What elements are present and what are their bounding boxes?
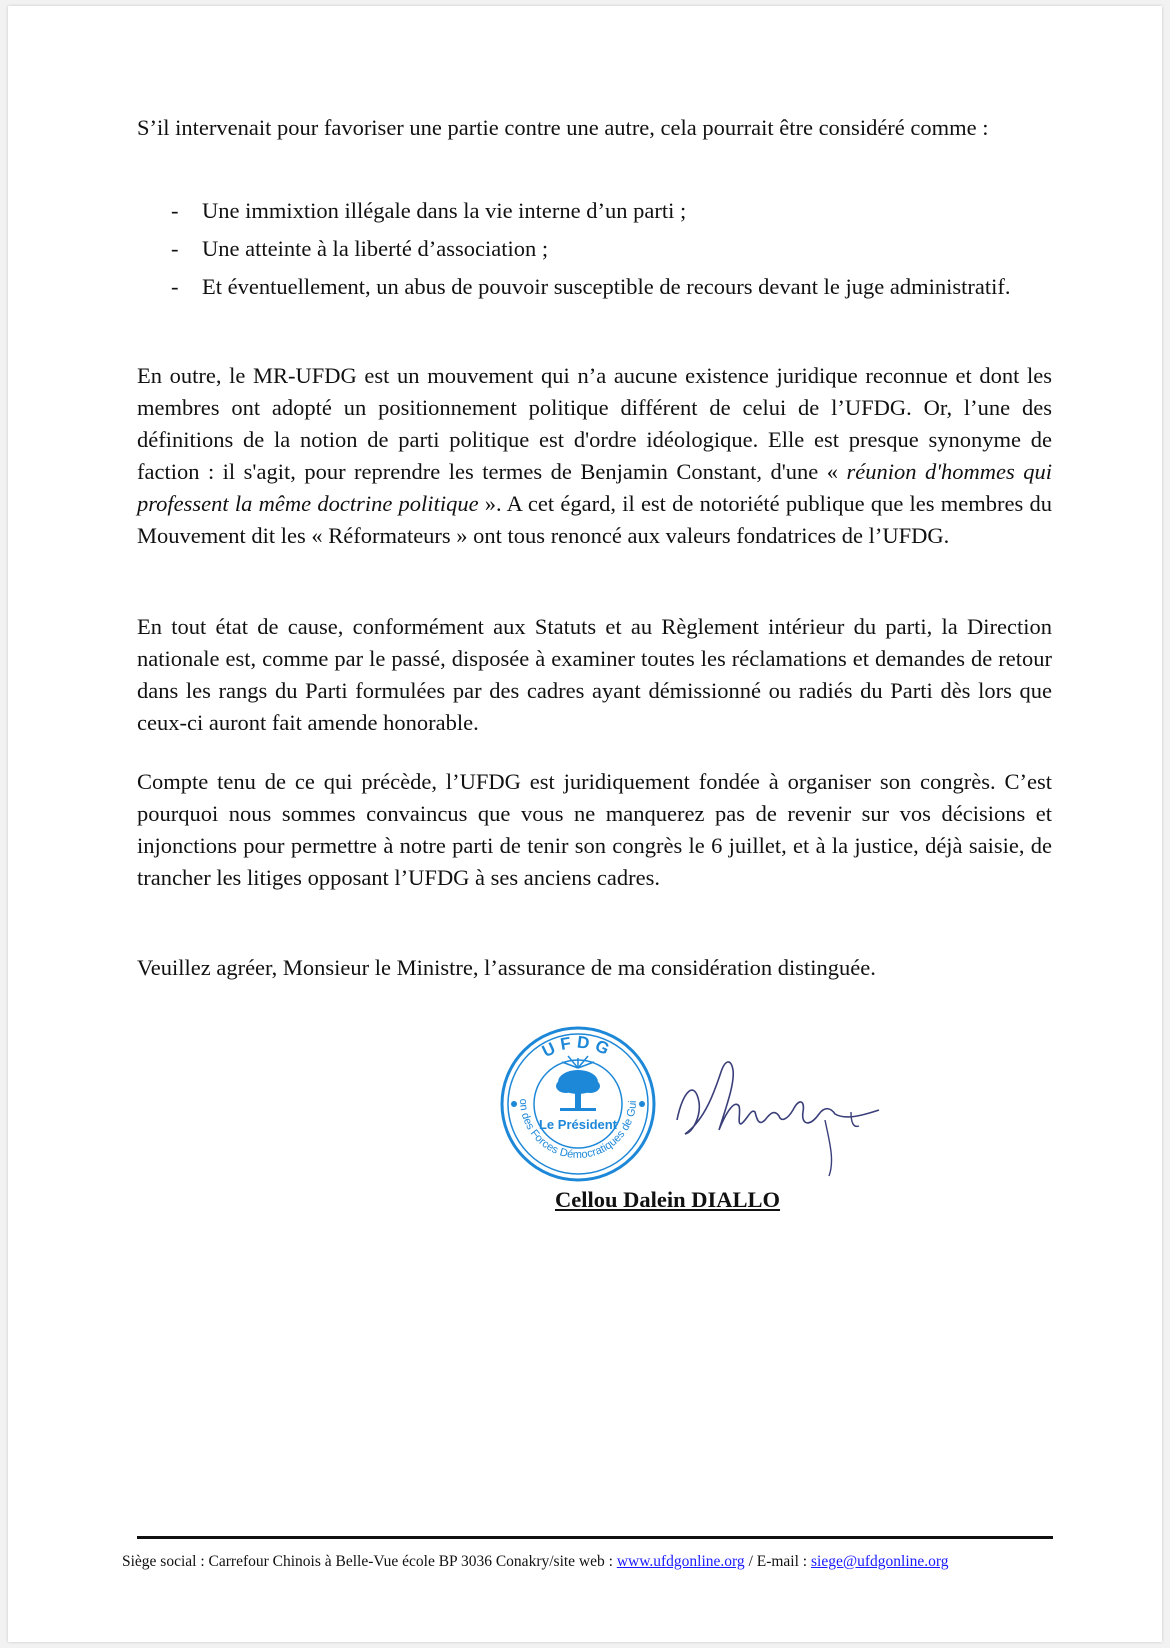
stamp-top-text: UFDG bbox=[539, 1032, 617, 1062]
paragraph-mr-ufdg bbox=[137, 360, 1052, 552]
list-bullet: - bbox=[171, 198, 179, 223]
constant-quote: réunion d'hommes qui professent la même doctrine politique bbox=[137, 459, 1052, 516]
signer-name: Cellou Dalein DIALLO bbox=[555, 1187, 781, 1212]
handwritten-signature bbox=[675, 1050, 895, 1200]
footer-separator: / E-mail : bbox=[744, 1553, 811, 1570]
footer-address: Siège social : Carrefour Chinois à Belle-Vue école BP 3036 Conakry/site web : bbox=[122, 1553, 617, 1570]
list-bullet: - bbox=[171, 236, 179, 261]
paragraph-mr-ufdg-text-2: ». A cet égard, il est de notoriété publique que les membres du Mouvement dit les « Réformateurs » ont tous renoncé aux valeurs fondatrices de l’UFDG. bbox=[137, 491, 1052, 548]
list-item-text: Et éventuellement, un abus de pouvoir susceptible de recours devant le juge administratif. bbox=[202, 274, 1011, 299]
svg-text:UFDG bbox=[539, 1032, 617, 1061]
list-bullet: - bbox=[171, 274, 179, 299]
paragraph-direction bbox=[137, 611, 1052, 739]
list-item bbox=[137, 195, 1052, 227]
footer-email-link[interactable]: siege@ufdgonline.org bbox=[810, 1553, 949, 1570]
footer bbox=[122, 1552, 1062, 1572]
paragraph-mr-ufdg-text-1: En outre, le MR-UFDG est un mouvement qui n’a aucune existence juridique reconnue et dont les membres ont adopté un positionnement politique différent de celui de l’UFDG. Or, l’une des définitions de la notion de parti politique est d'ordre idéologique. Elle est presque synonyme de faction : il s'agit, pour reprendre les termes de Benjamin Constant, d'une « bbox=[137, 363, 1052, 484]
paragraph-direction-text: En tout état de cause, conformément aux Statuts et au Règlement intérieur du parti, la Direction nationale est, comme par le passé, disposée à examiner toutes les réclamations et demandes de retour dans les rangs du Parti formulées par des cadres ayant démissionné ou radiés du Parti dès lors que ceux-ci auront fait amende honorable. bbox=[137, 614, 1052, 735]
stamp-ring-text: on des Forces Démocratiques de Gui bbox=[516, 1098, 640, 1162]
footer-divider bbox=[137, 1536, 1053, 1539]
closing-formula-text: Veuillez agréer, Monsieur le Ministre, l’assurance de ma considération distinguée. bbox=[137, 955, 876, 980]
list-item-text: Une atteinte à la liberté d’association ; bbox=[202, 236, 549, 261]
paragraph-congres bbox=[137, 766, 1052, 894]
closing-formula bbox=[137, 952, 1052, 984]
list-item-text: Une immixtion illégale dans la vie interne d’un parti ; bbox=[202, 198, 687, 223]
paragraph-intro bbox=[137, 112, 1052, 144]
footer-website-link[interactable]: www.ufdgonline.org bbox=[616, 1553, 745, 1570]
paragraph-intro-text: S’il intervenait pour favoriser une partie contre une autre, cela pourrait être considéré comme : bbox=[137, 115, 989, 140]
ufdg-president-stamp bbox=[498, 1024, 658, 1184]
paragraph-congres-text: Compte tenu de ce qui précède, l’UFDG est juridiquement fondée à organiser son congrès. C’est pourquoi nous sommes convaincus que vous ne manquerez pas de revenir sur vos décisions et injonctions pour permettre à notre parti de tenir son congrès le 6 juillet, et à la justice, déjà saisie, de trancher les litiges opposant l’UFDG à ses anciens cadres. bbox=[137, 769, 1052, 890]
stamp-graphic bbox=[498, 1024, 658, 1184]
list-item bbox=[137, 233, 1052, 265]
list-item bbox=[137, 271, 1052, 303]
tree-icon bbox=[556, 1056, 600, 1111]
stamp-center-text: Le Président bbox=[538, 1117, 618, 1132]
consequences-list bbox=[137, 195, 1052, 309]
